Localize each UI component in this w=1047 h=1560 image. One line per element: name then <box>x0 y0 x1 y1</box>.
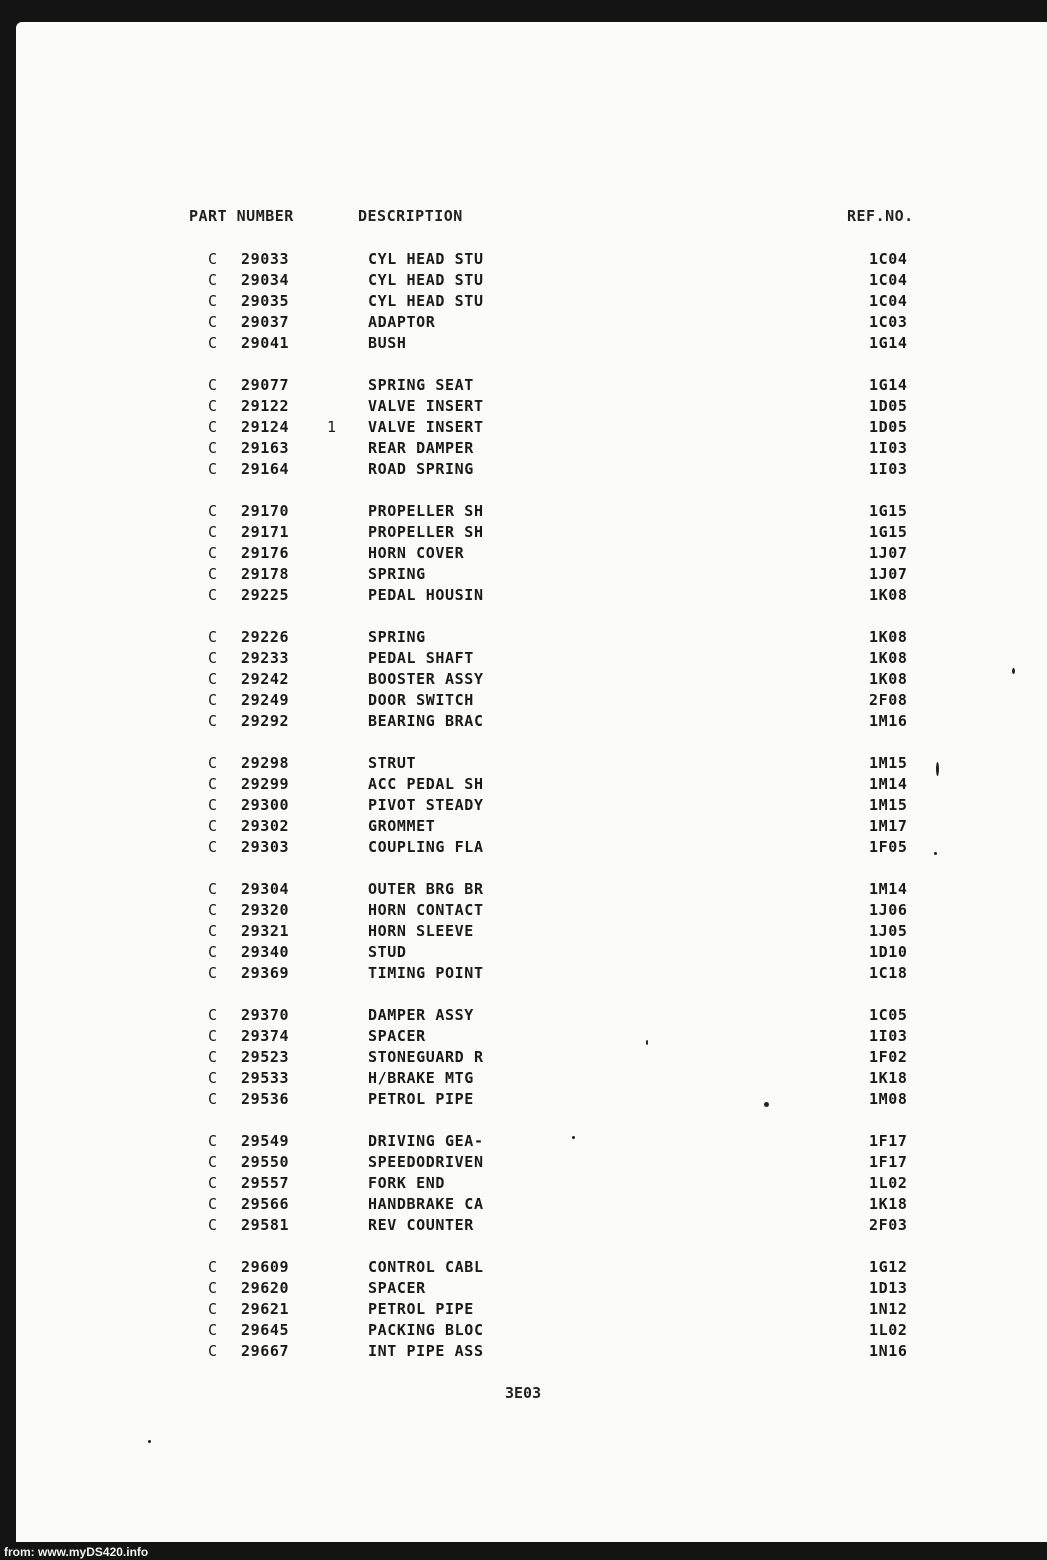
header-ref-no: REF.NO. <box>847 207 914 225</box>
part-prefix: C <box>208 586 218 604</box>
part-number: 29176 <box>241 544 290 562</box>
part-description: CONTROL CABL <box>368 1258 484 1276</box>
part-prefix: C <box>208 292 218 310</box>
ref-number: 1D10 <box>869 943 908 961</box>
part-description: REV COUNTER <box>368 1216 474 1234</box>
part-prefix: C <box>208 754 218 772</box>
part-number: 29225 <box>241 586 290 604</box>
part-description: BUSH <box>368 334 407 352</box>
ref-number: 1J07 <box>869 544 908 562</box>
ref-number: 1K18 <box>869 1195 908 1213</box>
part-number: 29581 <box>241 1216 290 1234</box>
part-note: 1 <box>327 418 337 436</box>
ref-number: 1J05 <box>869 922 908 940</box>
part-description: ADAPTOR <box>368 313 436 331</box>
row-group <box>0 880 1047 985</box>
ref-number: 1M15 <box>869 754 908 772</box>
ref-number: 1N16 <box>869 1342 908 1360</box>
part-prefix: C <box>208 1321 218 1339</box>
part-description: PACKING BLOC <box>368 1321 484 1339</box>
column-headers <box>0 207 1047 227</box>
table-row <box>0 817 1047 838</box>
part-prefix: C <box>208 1195 218 1213</box>
ref-number: 1D05 <box>869 418 908 436</box>
part-prefix: C <box>208 1174 218 1192</box>
ref-number: 1K18 <box>869 1069 908 1087</box>
part-description: DAMPER ASSY <box>368 1006 474 1024</box>
ref-number: 1G14 <box>869 376 908 394</box>
table-row <box>0 628 1047 649</box>
ref-number: 1D13 <box>869 1279 908 1297</box>
part-prefix: C <box>208 838 218 856</box>
part-number: 29550 <box>241 1153 290 1171</box>
part-prefix: C <box>208 565 218 583</box>
part-prefix: C <box>208 544 218 562</box>
source-watermark: from: www.myDS420.info <box>4 1545 149 1559</box>
ref-number: 1G14 <box>869 334 908 352</box>
table-row <box>0 880 1047 901</box>
part-prefix: C <box>208 880 218 898</box>
part-prefix: C <box>208 1258 218 1276</box>
part-description: PROPELLER SH <box>368 523 484 541</box>
part-prefix: C <box>208 1132 218 1150</box>
ref-number: 1M15 <box>869 796 908 814</box>
table-row <box>0 775 1047 796</box>
part-description: DRIVING GEA- <box>368 1132 484 1150</box>
part-description: SPACER <box>368 1279 426 1297</box>
part-number: 29034 <box>241 271 290 289</box>
part-prefix: C <box>208 313 218 331</box>
part-description: FORK END <box>368 1174 446 1192</box>
part-description: BEARING BRAC <box>368 712 484 730</box>
table-row <box>0 691 1047 712</box>
row-group <box>0 376 1047 481</box>
part-description: PETROL PIPE <box>368 1300 474 1318</box>
table-row <box>0 1342 1047 1363</box>
table-row <box>0 1006 1047 1027</box>
part-number: 29124 <box>241 418 290 436</box>
ref-number: 1F17 <box>869 1132 908 1150</box>
part-description: H/BRAKE MTG <box>368 1069 474 1087</box>
part-prefix: C <box>208 460 218 478</box>
table-row <box>0 1258 1047 1279</box>
ref-number: 1G12 <box>869 1258 908 1276</box>
ref-number: 1C04 <box>869 271 908 289</box>
ref-number: 2F03 <box>869 1216 908 1234</box>
table-row <box>0 964 1047 985</box>
table-row <box>0 586 1047 607</box>
part-number: 29533 <box>241 1069 290 1087</box>
ref-number: 1C03 <box>869 313 908 331</box>
table-row <box>0 754 1047 775</box>
ref-number: 1I03 <box>869 1027 908 1045</box>
row-group <box>0 1258 1047 1363</box>
part-description: HANDBRAKE CA <box>368 1195 484 1213</box>
part-description: ROAD SPRING <box>368 460 474 478</box>
table-row <box>0 292 1047 313</box>
part-description: STONEGUARD R <box>368 1048 484 1066</box>
part-number: 29300 <box>241 796 290 814</box>
ref-number: 1N12 <box>869 1300 908 1318</box>
part-prefix: C <box>208 502 218 520</box>
part-description: DOOR SWITCH <box>368 691 474 709</box>
part-number: 29164 <box>241 460 290 478</box>
part-prefix: C <box>208 1153 218 1171</box>
part-number: 29340 <box>241 943 290 961</box>
part-description: PEDAL HOUSIN <box>368 586 484 604</box>
parts-list <box>0 250 1047 1384</box>
part-prefix: C <box>208 796 218 814</box>
part-description: INT PIPE ASS <box>368 1342 484 1360</box>
header-part-number: PART NUMBER <box>189 207 294 225</box>
part-number: 29298 <box>241 754 290 772</box>
row-group <box>0 628 1047 733</box>
ref-number: 1C04 <box>869 250 908 268</box>
table-row <box>0 376 1047 397</box>
part-number: 29170 <box>241 502 290 520</box>
part-number: 29303 <box>241 838 290 856</box>
part-prefix: C <box>208 922 218 940</box>
part-prefix: C <box>208 649 218 667</box>
part-description: SPACER <box>368 1027 426 1045</box>
part-prefix: C <box>208 376 218 394</box>
row-group <box>0 754 1047 859</box>
part-number: 29557 <box>241 1174 290 1192</box>
part-number: 29035 <box>241 292 290 310</box>
table-row <box>0 523 1047 544</box>
part-prefix: C <box>208 1342 218 1360</box>
part-description: CYL HEAD STU <box>368 292 484 310</box>
ref-number: 1I03 <box>869 460 908 478</box>
part-prefix: C <box>208 334 218 352</box>
part-description: VALVE INSERT <box>368 397 484 415</box>
table-row <box>0 250 1047 271</box>
part-description: PEDAL SHAFT <box>368 649 474 667</box>
table-row <box>0 418 1047 439</box>
table-row <box>0 1153 1047 1174</box>
part-number: 29620 <box>241 1279 290 1297</box>
part-description: ACC PEDAL SH <box>368 775 484 793</box>
part-number: 29171 <box>241 523 290 541</box>
ref-number: 1L02 <box>869 1174 908 1192</box>
part-prefix: C <box>208 901 218 919</box>
part-number: 29566 <box>241 1195 290 1213</box>
ref-number: 1G15 <box>869 502 908 520</box>
part-description: GROMMET <box>368 817 436 835</box>
table-row <box>0 1321 1047 1342</box>
part-description: PETROL PIPE <box>368 1090 474 1108</box>
table-row <box>0 502 1047 523</box>
ref-number: 1K08 <box>869 586 908 604</box>
table-row <box>0 1195 1047 1216</box>
part-description: SPRING <box>368 565 426 583</box>
ref-number: 1C18 <box>869 964 908 982</box>
part-number: 29304 <box>241 880 290 898</box>
table-row <box>0 1132 1047 1153</box>
part-number: 29226 <box>241 628 290 646</box>
part-prefix: C <box>208 1216 218 1234</box>
row-group <box>0 1132 1047 1237</box>
table-row <box>0 796 1047 817</box>
ref-number: 1M14 <box>869 880 908 898</box>
part-number: 29233 <box>241 649 290 667</box>
part-description: CYL HEAD STU <box>368 250 484 268</box>
part-prefix: C <box>208 628 218 646</box>
part-number: 29549 <box>241 1132 290 1150</box>
ref-number: 1G15 <box>869 523 908 541</box>
table-row <box>0 712 1047 733</box>
part-description: STRUT <box>368 754 417 772</box>
part-prefix: C <box>208 817 218 835</box>
row-group <box>0 250 1047 355</box>
table-row <box>0 460 1047 481</box>
ref-number: 1F17 <box>869 1153 908 1171</box>
ref-number: 1L02 <box>869 1321 908 1339</box>
ref-number: 1F02 <box>869 1048 908 1066</box>
ref-number: 1M17 <box>869 817 908 835</box>
table-row <box>0 1300 1047 1321</box>
part-prefix: C <box>208 271 218 289</box>
row-group <box>0 502 1047 607</box>
part-prefix: C <box>208 964 218 982</box>
part-description: SPRING <box>368 628 426 646</box>
part-description: SPRING SEAT <box>368 376 474 394</box>
part-number: 29041 <box>241 334 290 352</box>
part-number: 29292 <box>241 712 290 730</box>
part-prefix: C <box>208 1006 218 1024</box>
part-number: 29299 <box>241 775 290 793</box>
part-prefix: C <box>208 712 218 730</box>
table-row <box>0 1090 1047 1111</box>
table-row <box>0 397 1047 418</box>
part-prefix: C <box>208 943 218 961</box>
ref-number: 1F05 <box>869 838 908 856</box>
part-description: HORN COVER <box>368 544 465 562</box>
table-row <box>0 649 1047 670</box>
part-number: 29536 <box>241 1090 290 1108</box>
ref-number: 2F08 <box>869 691 908 709</box>
part-number: 29302 <box>241 817 290 835</box>
part-number: 29122 <box>241 397 290 415</box>
part-prefix: C <box>208 439 218 457</box>
part-number: 29667 <box>241 1342 290 1360</box>
ref-number: 1I03 <box>869 439 908 457</box>
part-number: 29037 <box>241 313 290 331</box>
page-code: 3E03 <box>505 1384 542 1402</box>
part-prefix: C <box>208 775 218 793</box>
header-description: DESCRIPTION <box>358 207 463 225</box>
ref-number: 1D05 <box>869 397 908 415</box>
part-prefix: C <box>208 523 218 541</box>
ref-number: 1C05 <box>869 1006 908 1024</box>
row-group <box>0 1006 1047 1111</box>
part-description: BOOSTER ASSY <box>368 670 484 688</box>
table-row <box>0 943 1047 964</box>
table-row <box>0 1279 1047 1300</box>
ref-number: 1K08 <box>869 649 908 667</box>
table-row <box>0 271 1047 292</box>
ref-number: 1J06 <box>869 901 908 919</box>
part-description: REAR DAMPER <box>368 439 474 457</box>
part-description: HORN CONTACT <box>368 901 484 919</box>
ref-number: 1K08 <box>869 628 908 646</box>
part-prefix: C <box>208 397 218 415</box>
part-prefix: C <box>208 1090 218 1108</box>
table-row <box>0 313 1047 334</box>
ref-number: 1J07 <box>869 565 908 583</box>
part-description: PIVOT STEADY <box>368 796 484 814</box>
part-prefix: C <box>208 1048 218 1066</box>
part-number: 29370 <box>241 1006 290 1024</box>
part-description: COUPLING FLA <box>368 838 484 856</box>
table-row <box>0 838 1047 859</box>
part-description: SPEEDODRIVEN <box>368 1153 484 1171</box>
part-number: 29374 <box>241 1027 290 1045</box>
ref-number: 1M08 <box>869 1090 908 1108</box>
ref-number: 1C04 <box>869 292 908 310</box>
table-row <box>0 1048 1047 1069</box>
part-description: VALVE INSERT <box>368 418 484 436</box>
part-number: 29621 <box>241 1300 290 1318</box>
part-number: 29645 <box>241 1321 290 1339</box>
part-number: 29523 <box>241 1048 290 1066</box>
part-prefix: C <box>208 691 218 709</box>
part-description: STUD <box>368 943 407 961</box>
table-row <box>0 1069 1047 1090</box>
part-description: TIMING POINT <box>368 964 484 982</box>
scan-speck <box>148 1440 151 1443</box>
part-description: PROPELLER SH <box>368 502 484 520</box>
table-row <box>0 670 1047 691</box>
part-number: 29369 <box>241 964 290 982</box>
part-number: 29077 <box>241 376 290 394</box>
part-number: 29178 <box>241 565 290 583</box>
part-prefix: C <box>208 250 218 268</box>
part-number: 29033 <box>241 250 290 268</box>
part-prefix: C <box>208 1069 218 1087</box>
part-number: 29163 <box>241 439 290 457</box>
part-description: HORN SLEEVE <box>368 922 474 940</box>
part-number: 29320 <box>241 901 290 919</box>
table-row <box>0 565 1047 586</box>
table-row <box>0 439 1047 460</box>
part-prefix: C <box>208 1279 218 1297</box>
table-row <box>0 544 1047 565</box>
part-number: 29242 <box>241 670 290 688</box>
part-number: 29321 <box>241 922 290 940</box>
ref-number: 1M16 <box>869 712 908 730</box>
table-row <box>0 334 1047 355</box>
ref-number: 1K08 <box>869 670 908 688</box>
table-row <box>0 1027 1047 1048</box>
table-row <box>0 1174 1047 1195</box>
table-row <box>0 1216 1047 1237</box>
ref-number: 1M14 <box>869 775 908 793</box>
part-number: 29249 <box>241 691 290 709</box>
table-row <box>0 922 1047 943</box>
part-description: OUTER BRG BR <box>368 880 484 898</box>
part-description: CYL HEAD STU <box>368 271 484 289</box>
part-prefix: C <box>208 418 218 436</box>
part-number: 29609 <box>241 1258 290 1276</box>
part-prefix: C <box>208 670 218 688</box>
part-prefix: C <box>208 1027 218 1045</box>
table-row <box>0 901 1047 922</box>
part-prefix: C <box>208 1300 218 1318</box>
